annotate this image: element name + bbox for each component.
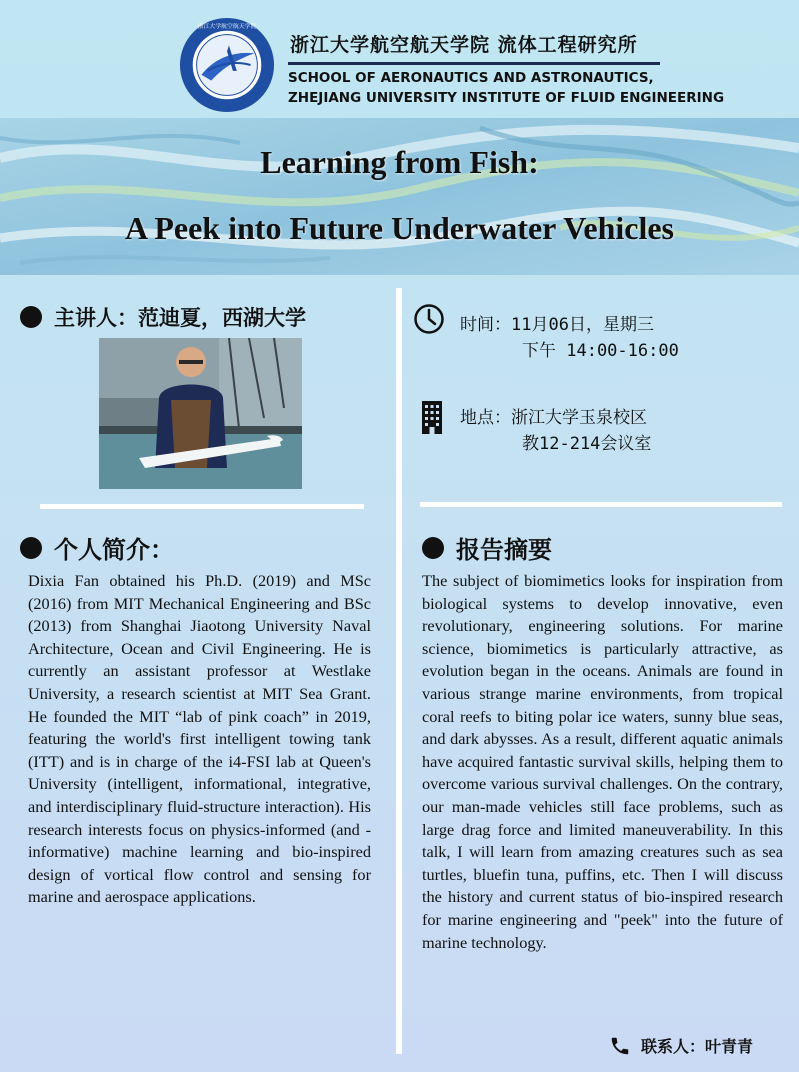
institute-name-en-line2: ZHEJIANG UNIVERSITY INSTITUTE OF FLUID ENGINEERING bbox=[288, 90, 725, 106]
title-banner bbox=[0, 118, 799, 275]
bullet-icon bbox=[20, 537, 42, 559]
bio-text: Dixia Fan obtained his Ph.D. (2019) and MSc (2016) from MIT Mechanical Engineering and BSc (2013) from Shanghai Jiaotong University Naval Architecture, Ocean and Civil Engineering. He is currently an assistant professor at Westlake University, a research scientist at MIT Sea Grant. He founded the MIT “lab of pink coach” in 2019, featuring the world's first intelligent towing tank (ITT) and is in charge of the i4-FSI lab at Queen's University (intelligent, informational, integrative, and interdisciplinary fluid-structure interaction). His research interests focus on physics-informed (and - informative) machine learning and bio-inspired design of vortical flow control and sensing for marine and aerospace applications. bbox=[28, 571, 371, 907]
bullet-icon bbox=[422, 537, 444, 559]
marble-wave-background bbox=[0, 118, 799, 275]
left-section-divider bbox=[40, 504, 364, 509]
bullet-icon bbox=[20, 306, 42, 328]
contact-label: 联系人：叶青青 bbox=[641, 1037, 754, 1056]
institute-name-en-line1: SCHOOL OF AERONAUTICS AND ASTRONAUTICS, bbox=[288, 70, 654, 86]
bio-heading bbox=[20, 530, 174, 565]
talk-title-line2: A Peek into Future Underwater Vehicles bbox=[125, 210, 674, 246]
abstract-heading bbox=[422, 530, 552, 565]
talk-venue: 地点：浙江大学玉泉校区 bbox=[460, 408, 647, 428]
header-divider bbox=[288, 62, 660, 65]
university-logo-icon bbox=[178, 16, 276, 114]
institute-name-cn: 浙江大学航空航天学院 流体工程研究所 bbox=[290, 34, 638, 56]
building-icon bbox=[421, 400, 443, 434]
speaker-label: 主讲人：范迪夏，西湖大学 bbox=[54, 306, 306, 330]
talk-date: 时间：11月06日，星期三 bbox=[460, 315, 654, 335]
abstract-text: The subject of biomimetics looks for inspiration from biological systems to develop innovative, even revolutionary, engineering solutions. For marine science, biomimetics is particularly attractive, as evolution began in the oceans. Animals are found in various strange marine environments, from tropical coral reefs to biting polar ice waters, sunny blue seas, and dark abysses. As a result, different aquatic animals have acquired fantastic survival skills, helping them to overcome various survival challenges. On the contrary, our man-made vehicles still face problems, such as large drag force and limited maneuverability. In this talk, I will learn from amazing creatures such as sea turtles, bluefin tuna, puffins, etc. Then I will discuss the history and current status of bio-inspired research for marine engineering and "peek" into the future of marine technology. bbox=[422, 571, 783, 952]
contact-info bbox=[609, 1034, 753, 1057]
clock-icon bbox=[413, 303, 445, 335]
column-divider bbox=[396, 288, 402, 1054]
abstract-heading-label: 报告摘要 bbox=[456, 536, 552, 564]
bio-heading-label: 个人简介： bbox=[54, 536, 174, 564]
speaker-photo bbox=[99, 338, 302, 489]
talk-title-line1: Learning from Fish: bbox=[260, 144, 539, 180]
speaker-heading bbox=[20, 302, 306, 332]
talk-time: 下午 14:00-16:00 bbox=[522, 341, 679, 361]
talk-room: 教12-214会议室 bbox=[522, 434, 652, 454]
right-section-divider bbox=[420, 502, 782, 507]
phone-icon bbox=[609, 1035, 631, 1057]
svg-text:浙江大学航空航天学院: 浙江大学航空航天学院 bbox=[197, 23, 257, 30]
poster-header bbox=[0, 0, 799, 118]
